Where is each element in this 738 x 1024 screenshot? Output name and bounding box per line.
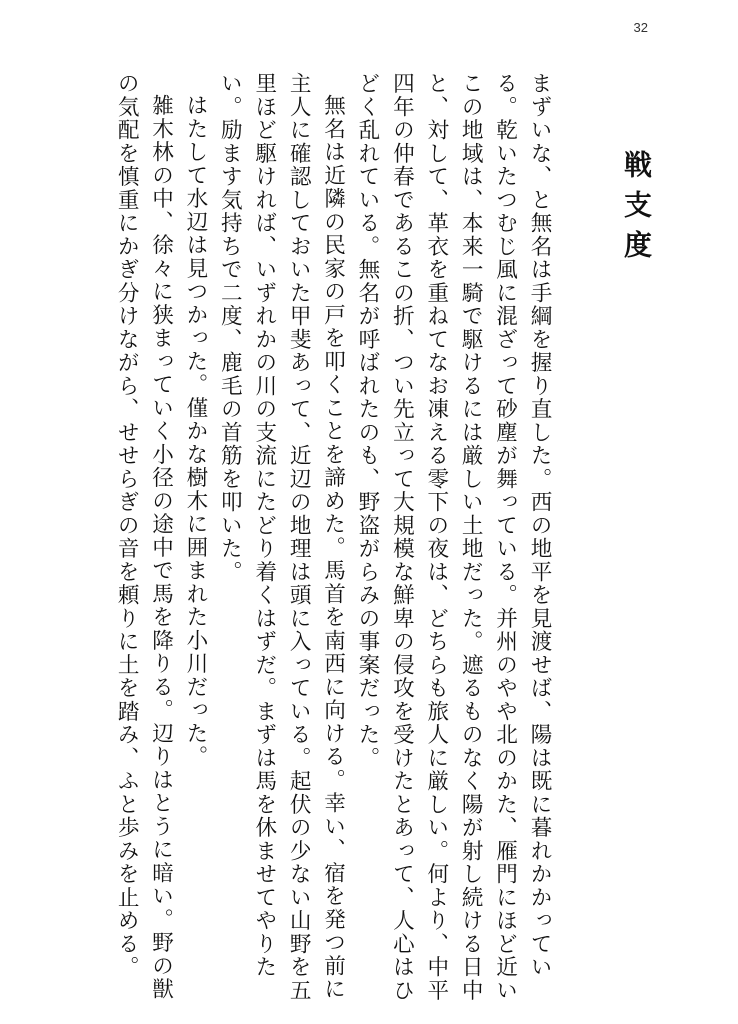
paragraph-4: 雑木林の中、徐々に狭まっていく小径の途中で馬を降りる。辺りはとうに暗い。野の獣の気配を慎重にかぎ分けながら、せせらぎの音を頼りに土を踏み、ふと歩みを止める。 xyxy=(114,72,174,1001)
body-text xyxy=(114,72,556,1012)
chapter-title: 戦支度 xyxy=(620,150,653,270)
paragraph-2: 無名は近隣の民家の戸を叩くことを諦めた。馬首を南西に向ける。幸い、宿を発つ前に主人に確認しておいた甲斐あって、近辺の地理は頭に入っている。起伏の少ない山野を五里ほど駆ければ、いずれかの川の支流にたどり着くはずだ。まずは馬を休ませてやりたい。励ます気持ちで二度、鹿毛の首筋を叩いた。 xyxy=(217,72,346,1002)
paragraph-1: まずいな、と無名は手綱を握り直した。西の地平を見渡せば、陽は既に暮れかかっている。乾いたつむじ風に混ざって砂塵が舞っている。并州のやや北のかた、雁門にほど近いこの地域は、本来一騎で駆けるには厳しい土地だった。遮るものなく陽が射し続ける日中と、対して、革衣を重ねてなお凍える零下の夜は、どちらも旅人に厳しい。何より、中平四年の仲春であるこの折、つい先立って大規模な鮮卑の侵攻を受けたとあって、人心はひどく乱れている。無名が呼ばれたのも、野盗がらみの事案だった。 xyxy=(354,72,552,1002)
page-number: 32 xyxy=(633,20,648,35)
paragraph-3: はたして水辺は見つかった。僅かな樹木に囲まれた小川だった。 xyxy=(182,93,208,768)
